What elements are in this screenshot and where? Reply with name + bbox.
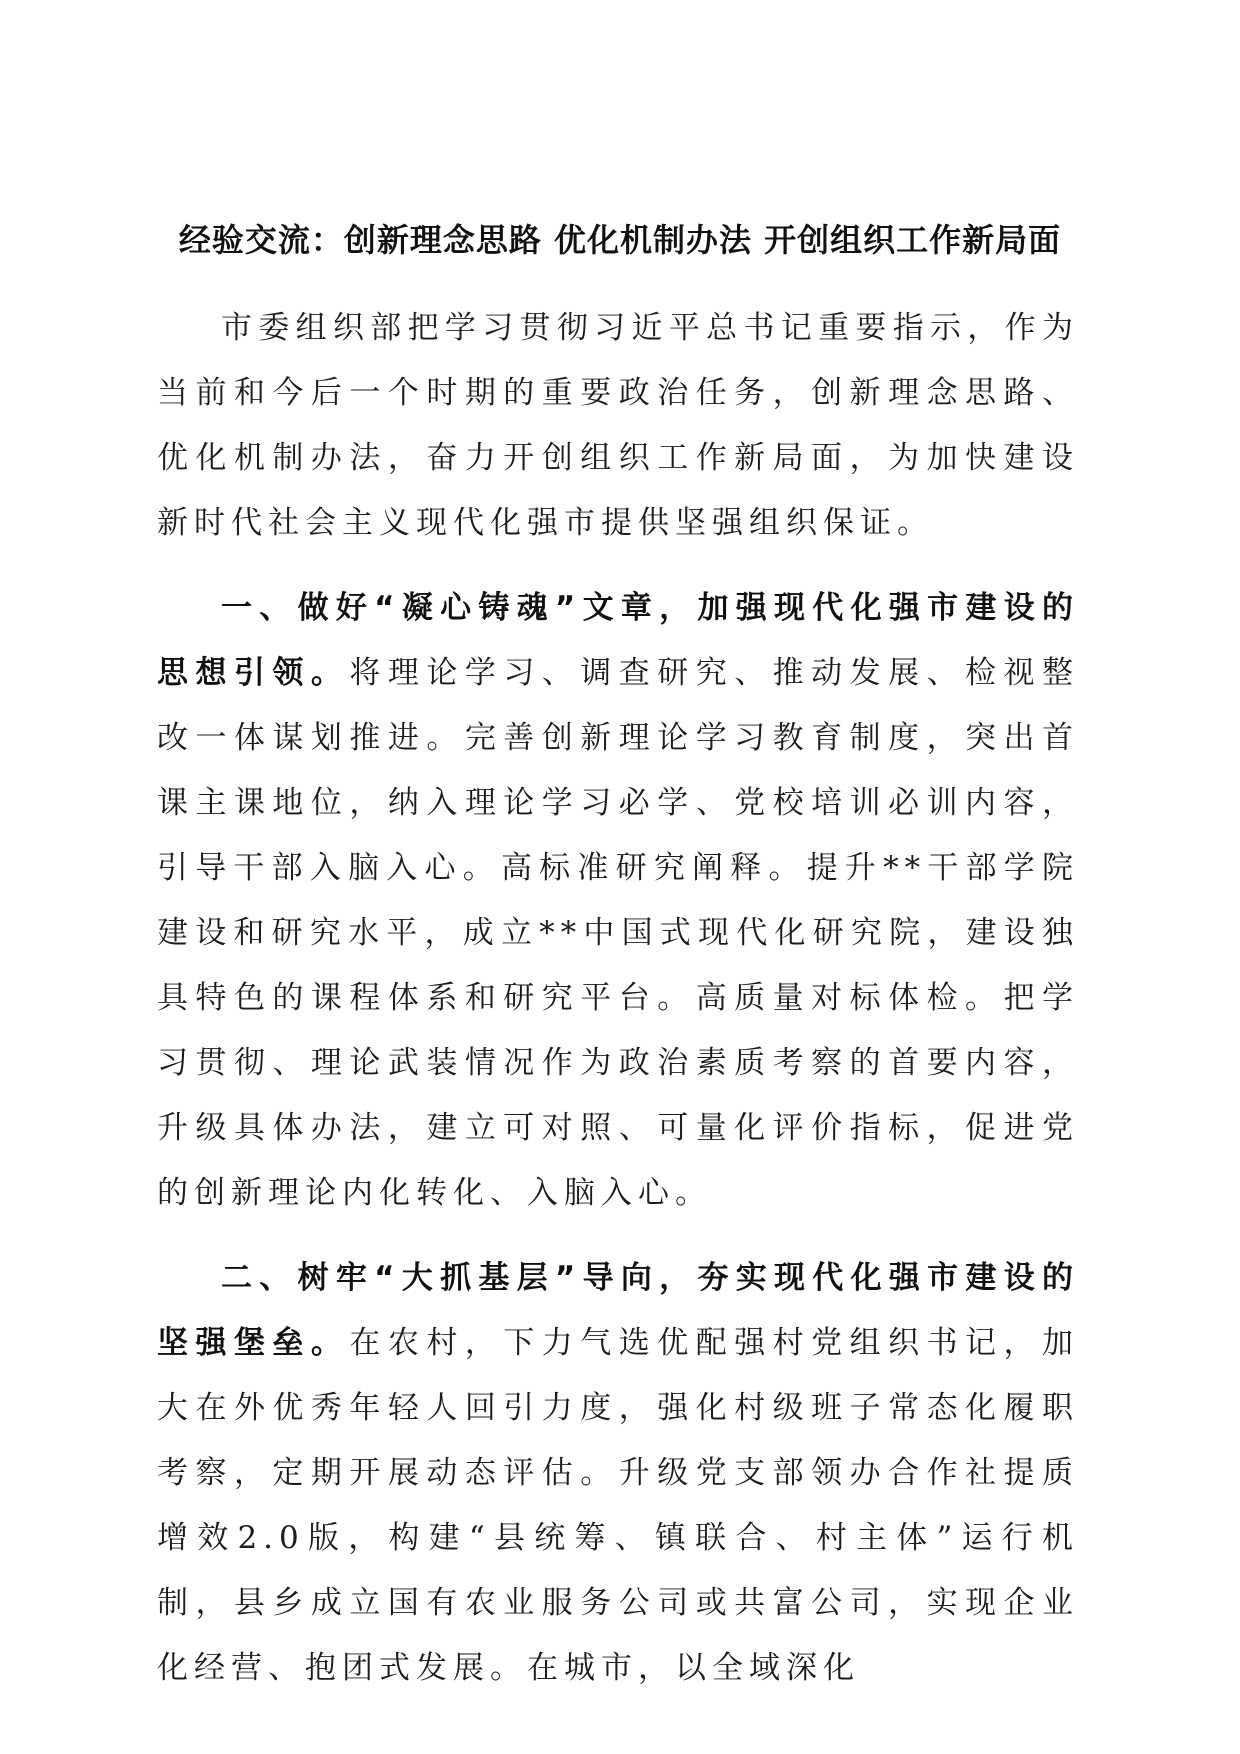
section-1-paragraph bbox=[157, 576, 1079, 1226]
section-2-paragraph bbox=[157, 1246, 1079, 1701]
document-body bbox=[157, 296, 1079, 1701]
section-2-body: 在农村，下力气选优配强村党组织书记，加大在外优秀年轻人回引力度，强化村级班子常态化履职考察，定期开展动态评估。升级党支部领办合作社提质增效2.0版，构建“县统筹、镇联合、村主体”运行机制，县乡成立国有农业服务公司或共富公司，实现企业化经营、抱团式发展。在城市，以全域深化 bbox=[157, 1325, 1080, 1686]
section-2-heading: 二、树牢“大抓基层”导向，夯实现代化强市建设的坚强堡垒。 bbox=[157, 1260, 1079, 1361]
document-title: 经验交流：创新理念思路 优化机制办法 开创组织工作新局面 bbox=[178, 221, 1062, 259]
intro-paragraph: 市委组织部把学习贯彻习近平总书记重要指示，作为当前和今后一个时期的重要政治任务，创新理念思路、优化机制办法，奋力开创组织工作新局面，为加快建设新时代社会主义现代化强市提供坚强组织保证。 bbox=[157, 310, 1079, 541]
section-1-heading: 一、做好“凝心铸魂”文章，加强现代化强市建设的思想引领。 bbox=[157, 590, 1079, 691]
section-1-body: 将理论学习、调查研究、推动发展、检视整改一体谋划推进。完善创新理论学习教育制度，突出首课主课地位，纳入理论学习必学、党校培训必训内容，引导干部入脑入心。高标准研究阐释。提升**干部学院建设和研究水平，成立**中国式现代化研究院，建设独具特色的课程体系和研究平台。高质量对标体检。把学习贯彻、理论武装情况作为政治素质考察的首要内容，升级具体办法，建立可对照、可量化评价指标，促进党的创新理论内化转化、入脑入心。 bbox=[157, 655, 1080, 1211]
